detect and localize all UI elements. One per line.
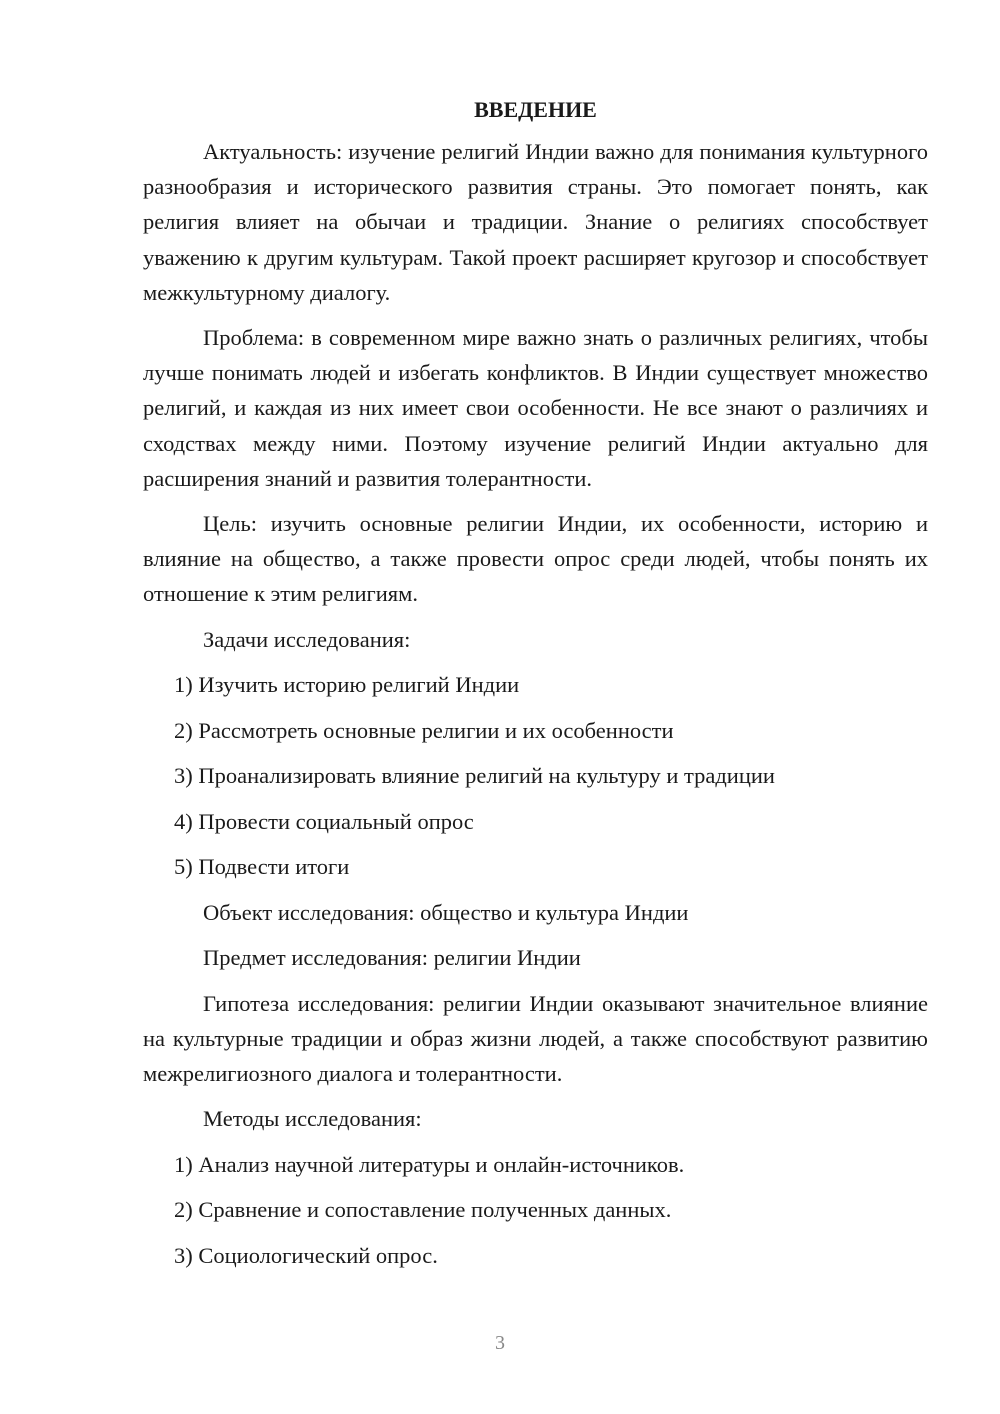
list-item: 1) Изучить историю религий Индии [174, 672, 520, 698]
tasks-heading: Задачи исследования: [203, 626, 411, 652]
research-object: Объект исследования: общество и культура Индии [203, 899, 689, 925]
relevance-paragraph: Актуальность: изучение религий Индии важно для понимания культурного разнообразия и исторического развития страны. Это помогает понять, как религия влияет на обычаи и традиции. Знание о религиях способствует уважению к другим культурам. Такой проект расширяет кругозор и способствует межкультурному диалогу. [143, 139, 928, 305]
list-item: 4) Провести социальный опрос [174, 808, 474, 834]
section-heading: ВВЕДЕНИЕ [474, 97, 597, 122]
list-item: 2) Сравнение и сопоставление полученных данных. [174, 1197, 672, 1223]
research-subject: Предмет исследования: религии Индии [203, 945, 581, 971]
document-page [143, 94, 928, 1283]
tasks-list [143, 667, 928, 884]
methods-heading: Методы исследования: [203, 1106, 422, 1132]
list-item: 2) Рассмотреть основные религии и их особенности [174, 717, 674, 743]
hypothesis-paragraph: Гипотеза исследования: религии Индии оказывают значительное влияние на культурные традиции и образ жизни людей, а также способствуют развитию межрелигиозного диалога и толерантности. [143, 990, 928, 1087]
methods-list [143, 1147, 928, 1273]
list-item: 3) Социологический опрос. [174, 1242, 438, 1268]
problem-paragraph: Проблема: в современном мире важно знать о различных религиях, чтобы лучше понимать людей и избегать конфликтов. В Индии существует множество религий, и каждая из них имеет свои особенности. Не все знают о различиях и сходствах между ними. Поэтому изучение религий Индии актуально для расширения знаний и развития толерантности. [143, 325, 928, 491]
list-item: 3) Проанализировать влияние религий на культуру и традиции [174, 763, 775, 789]
goal-paragraph: Цель: изучить основные религии Индии, их особенности, историю и влияние на общество, а также провести опрос среди людей, чтобы понять их отношение к этим религиям. [143, 511, 928, 607]
list-item: 5) Подвести итоги [174, 854, 350, 880]
page-number: 3 [495, 1332, 505, 1354]
list-item: 1) Анализ научной литературы и онлайн-источников. [174, 1151, 685, 1177]
